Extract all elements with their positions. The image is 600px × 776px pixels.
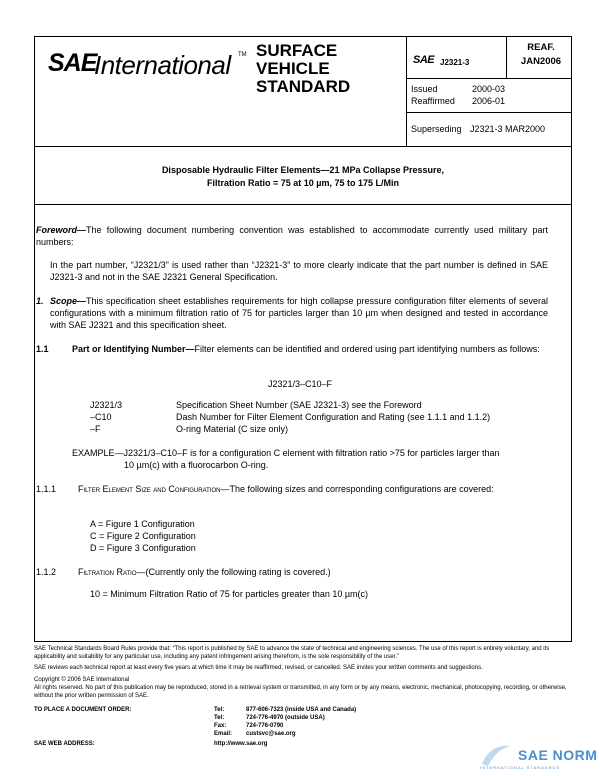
footer-review: SAE reviews each technical report at least every five years at which time it may be reaffirmed, revised, or cancelled. SAE invites your written comments and suggestions. (34, 665, 483, 671)
section-111-paragraph (78, 483, 548, 495)
part-number-paragraph (72, 343, 548, 355)
scope-number: 1. (36, 296, 44, 306)
sae-logo-international: International (94, 50, 231, 80)
document-title (34, 164, 572, 190)
footer-copyright: Copyright © 2006 SAE International (34, 677, 130, 683)
part-number-section-number: 1.1 (36, 344, 49, 354)
title-line-2: Filtration Ratio = 75 at 10 µm, 75 to 175 L/Min (207, 178, 399, 188)
fax-label: Fax: (214, 723, 227, 729)
scope-paragraph (50, 295, 548, 331)
standard-title-line-2: VEHICLE (256, 59, 330, 78)
foreword-text: The following document numbering convention was established to accommodate currently used military part numbers: (36, 225, 548, 247)
tel2-value: 724-776-4970 (outside USA) (246, 715, 325, 721)
standard-title-line-3: STANDARD (256, 77, 351, 96)
config-item-c: C = Figure 2 Configuration (90, 531, 196, 541)
foreword-paragraph (36, 224, 548, 248)
code-row-1-code: J2321/3 (90, 400, 123, 410)
scope-label: Scope— (50, 296, 87, 306)
doc-number-divider (406, 78, 572, 79)
section-112-paragraph (78, 566, 548, 578)
standard-title-line-1: SURFACE (256, 41, 338, 60)
issued-value: 2000-03 (472, 84, 506, 94)
title-line-1: Disposable Hydraulic Filter Elements—21 MPa Collapse Pressure, (161, 165, 445, 175)
watermark-sae-norm: SAE NORM (518, 747, 598, 763)
section-112-number: 1.1.2 (36, 567, 57, 577)
scope-text: This specification sheet establishes requirements for high collapse pressure configuration filter elements of several configurations with a minimum filtration ratio of 75 for particles larger than 10 µm when designed and tested in accordance with SAE J2321 and this specification sheet. (50, 296, 548, 330)
reaf-label: REAF. (527, 42, 555, 53)
email-value: custsvc@sae.org (246, 731, 296, 737)
email-label: Email: (214, 731, 233, 737)
filtration-rating-item: 10 = Minimum Filtration Ratio of 75 for particles greater than 10 µm(c) (90, 589, 369, 599)
header-divider (34, 146, 572, 147)
config-item-d: D = Figure 3 Configuration (90, 543, 196, 553)
dates-divider (406, 112, 572, 113)
code-row-2-code: –C10 (90, 412, 112, 422)
title-divider (34, 204, 572, 205)
fax-value: 724-776-0790 (246, 723, 284, 729)
reaffirmed-label: Reaffirmed (411, 96, 455, 106)
tel-value: 877-606-7323 (inside USA and Canada) (246, 707, 357, 713)
example-line-2: 10 µm(c) with a fluorocarbon O-ring. (124, 460, 269, 470)
example-part-code: J2321/3–C10–F (267, 379, 333, 389)
tel2-label: Tel: (214, 715, 225, 721)
issued-label: Issued (411, 84, 438, 94)
section-111-text: —The following sizes and corresponding configurations are covered: (220, 484, 494, 494)
example-line-1: EXAMPLE—J2321/3–C10–F is for a configuration C element with filtration ratio >75 for particles larger than (72, 448, 500, 458)
footer-rules: SAE Technical Standards Board Rules provide that: “This report is published by SAE to advance the state of technical and engineering sciences. The use of this report is entirely voluntary, and its applicability and suitability for any particular use, including any patent infringement arising therefrom, is the sole responsibility of the user.” (34, 646, 550, 660)
web-label: SAE WEB ADDRESS: (34, 741, 95, 747)
superseding-value: J2321-3 MAR2000 (470, 124, 546, 134)
document-number: J2321-3 (440, 58, 470, 67)
code-row-3-code: –F (90, 424, 101, 434)
part-number-text: Filter elements can be identified and ordered using part identifying numbers as follows: (194, 344, 540, 354)
tel-label: Tel: (214, 707, 225, 713)
header-vertical-divider (406, 36, 407, 146)
section-112-label: Filtration Ratio (78, 567, 137, 577)
code-row-1-desc: Specification Sheet Number (SAE J2321-3) see the Foreword (176, 400, 422, 410)
foreword-paragraph-2: In the part number, “J2321/3” is used rather than “J2321-3” to more clearly indicate that the part number is defined in SAE J2321-3 and not in the SAE J2321 General Specification. (50, 260, 548, 282)
code-row-2-desc: Dash Number for Filter Element Configuration and Rating (see 1.1.1 and 1.1.2) (176, 412, 491, 422)
config-item-a: A = Figure 1 Configuration (90, 519, 195, 529)
trademark-mark: TM (238, 52, 247, 58)
standard-type-title (256, 42, 350, 96)
web-value[interactable]: http://www.sae.org (214, 741, 268, 747)
code-row-3-desc: O-ring Material (C size only) (176, 424, 289, 434)
superseding-label: Superseding (411, 124, 462, 134)
sae-logo: SAE (48, 49, 97, 77)
reaf-date: JAN2006 (520, 56, 562, 67)
section-111-number: 1.1.1 (36, 484, 57, 494)
foreword-label: Foreword— (36, 225, 87, 235)
watermark-subtitle: INTERNATIONAL STANDARDS (480, 765, 561, 770)
doc-sae-logo: SAE (413, 54, 435, 66)
section-112-text: —(Currently only the following rating is covered.) (136, 567, 331, 577)
footer-rights: All rights reserved. No part of this publication may be reproduced, stored in a retrieval system or transmitted, in any form or by any means, electronic, mechanical, photocopying, recording, or otherwise, without the prior written permission of SAE. (34, 685, 567, 699)
reaffirmed-tag (511, 41, 571, 69)
reaffirmed-value: 2006-01 (472, 96, 506, 106)
section-111-label: Filter Element Size and Configuration (78, 484, 221, 494)
part-number-label: Part or Identifying Number— (72, 344, 195, 354)
reaf-box-divider (506, 36, 507, 78)
order-label: TO PLACE A DOCUMENT ORDER: (34, 707, 132, 713)
